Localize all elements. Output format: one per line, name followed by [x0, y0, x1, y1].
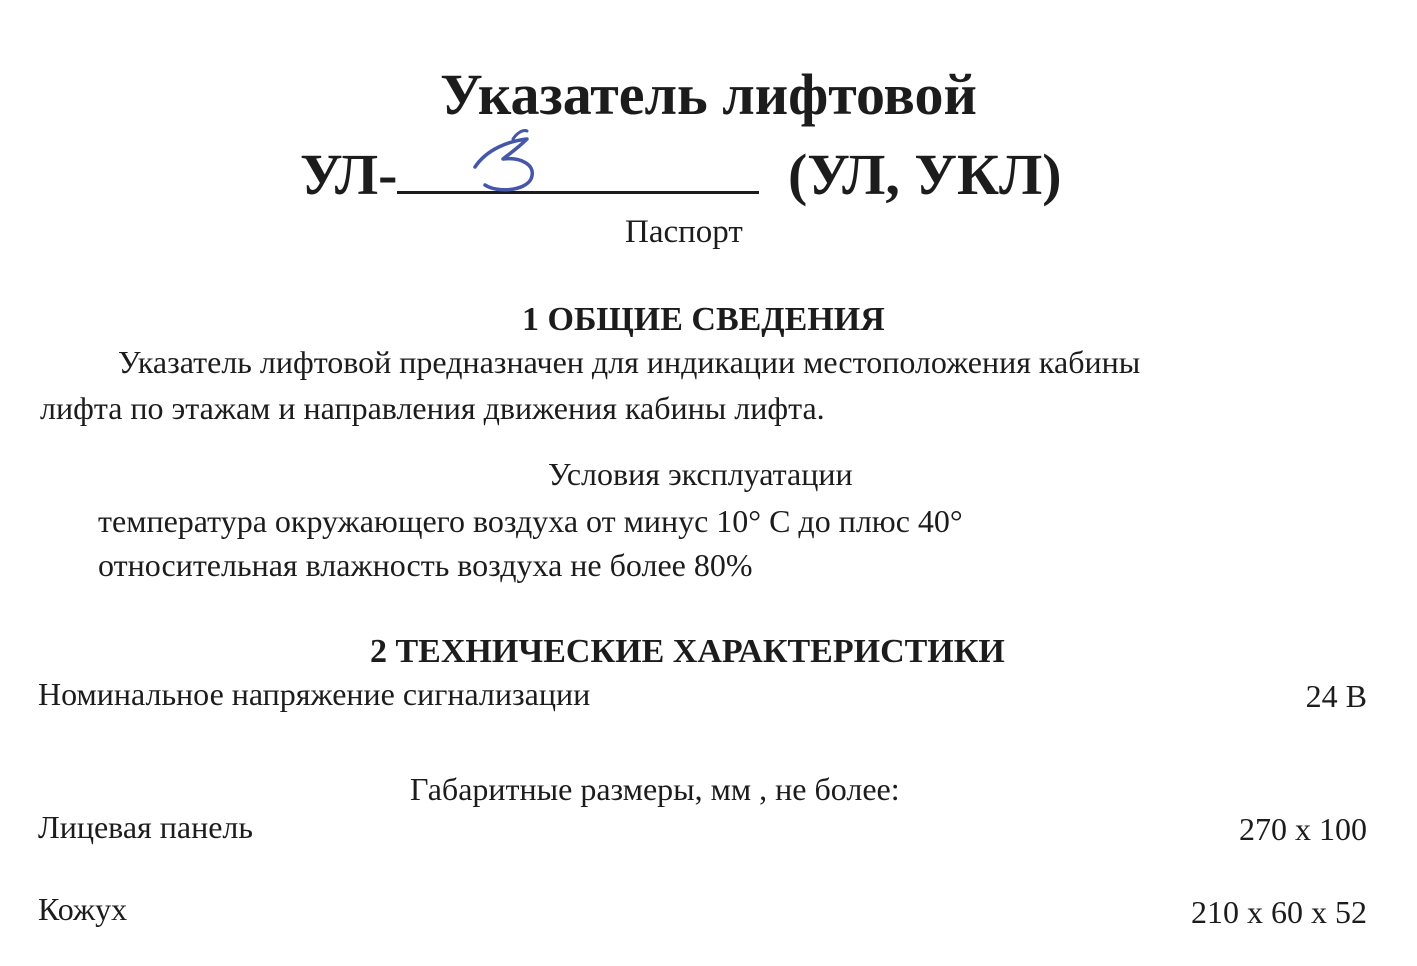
model-prefix: УЛ- — [300, 142, 398, 207]
section1-para-line1: Указатель лифтовой предназначен для индикации местоположения кабины — [118, 344, 1141, 380]
model-suffix: (УЛ, УКЛ) — [787, 142, 1062, 207]
front-panel-label: Лицевая панель — [38, 809, 253, 845]
handwritten-number-mark — [457, 127, 567, 207]
casing-label: Кожух — [38, 891, 128, 927]
model-number-field — [397, 147, 759, 194]
voltage-value: 24 В — [1305, 678, 1367, 714]
humidity-condition: относительная влажность воздуха не более 80% — [98, 547, 753, 583]
document-type: Паспорт — [625, 214, 743, 250]
conditions-title: Условия эксплуатации — [548, 456, 853, 492]
dimensions-title: Габаритные размеры, мм , не более: — [410, 771, 900, 807]
voltage-label: Номинальное напряжение сигнализации — [38, 676, 591, 712]
document-title: Указатель лифтовой — [440, 62, 977, 127]
front-panel-value: 270 х 100 — [1239, 811, 1367, 847]
model-line — [300, 143, 1062, 207]
section2-heading: 2 ТЕХНИЧЕСКИЕ ХАРАКТЕРИСТИКИ — [370, 633, 1005, 670]
temperature-condition: температура окружающего воздуха от минус 10° С до плюс 40° — [98, 503, 963, 539]
section1-heading: 1 ОБЩИЕ СВЕДЕНИЯ — [522, 301, 885, 338]
section1-para-line2: лифта по этажам и направления движения кабины лифта. — [40, 390, 825, 426]
casing-value: 210 х 60 х 52 — [1191, 894, 1367, 930]
